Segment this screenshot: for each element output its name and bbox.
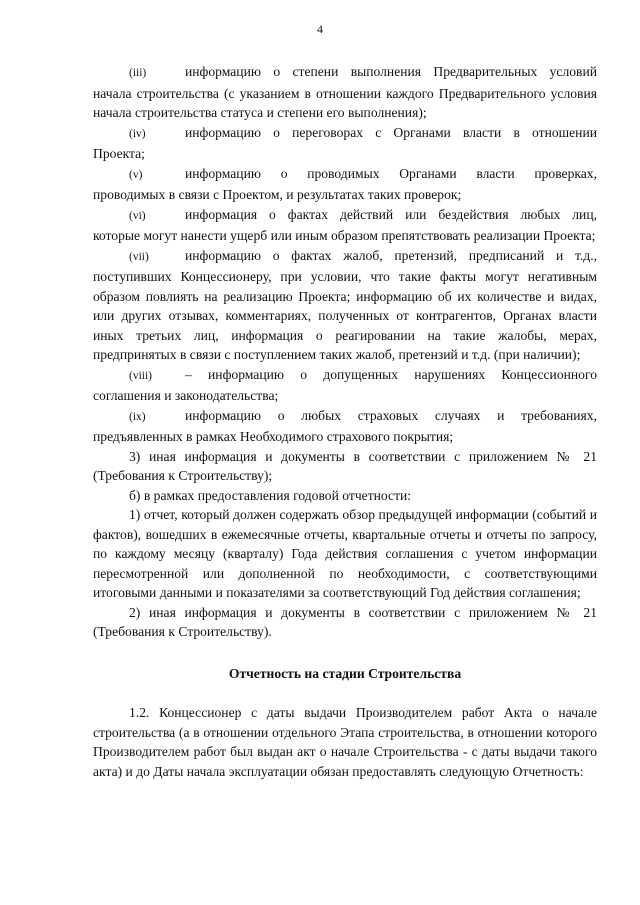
item-number: (iv) <box>129 127 146 140</box>
item-text-rest: проводимых в связи с Проектом, и результатах таких проверок; <box>93 187 462 202</box>
item-text-lead: информацию о фактах жалоб, претензий, предписаний и т.д., <box>185 247 597 263</box>
list-item-v <box>93 164 597 205</box>
paragraph-1-2: 1.2. Концессионер с даты выдачи Производителем работ Акта о начале строительства (а в отношении отдельного Этапа строительства, в отношении которого Производителем работ был выдан акт о начале Строительства - с даты выдачи такого акта) и до Даты начала эксплуатации обязан предоставлять следующую Отчетность: <box>93 705 597 779</box>
item-number: (ix) <box>129 410 146 423</box>
paragraph-annual-reporting: б) в рамках предоставления годовой отчетности: <box>129 487 412 503</box>
item-text-rest: соглашения и законодательства; <box>93 388 279 403</box>
item-number: (v) <box>129 168 143 181</box>
document-body <box>93 62 597 781</box>
list-item-ix <box>93 406 597 447</box>
item-text-lead: информацию о проводимых Органами власти проверках, <box>185 165 597 181</box>
item-number: (iii) <box>129 67 147 79</box>
paragraph-annual-report-2: 2) иная информация и документы в соответствии с приложением № 21 (Требования к Строительству). <box>93 604 597 639</box>
item-text-lead: – информацию о допущенных нарушениях Концессионного <box>185 366 597 382</box>
item-text-rest: которые могут нанести ущерб или иным образом препятствовать реализации Проекта; <box>93 228 596 243</box>
list-item-vii <box>93 246 597 365</box>
item-text-lead: информацию о переговорах с Органами власти в отношении <box>185 124 597 140</box>
item-text-lead: информацию о любых страховых случаях и требованиях, <box>185 407 597 423</box>
list-item-iv <box>93 123 597 164</box>
item-text-lead: информацию о степени выполнения Предварительных условий <box>185 64 597 79</box>
item-text-rest: начала строительства (с указанием в отношении каждого Предварительного условия начала строительства статуса и степени его выполнения); <box>93 85 597 120</box>
item-text-rest: поступивших Концессионеру, при условии, что такие факты могут негативным образом повлиять на реализацию Проекта; информацию об их количестве и видах, или других отзывах, комментариях, полученных от контрагентов, Органах власти иных третьих лиц, информация о реагировании на такие жалобы, мерах, предпринятых в связи с поступлением таких жалоб, претензий и т.д. (при наличии); <box>93 269 597 362</box>
item-text-lead: информация о фактах действий или бездействия любых лиц, <box>185 206 597 222</box>
list-item-vi <box>93 205 597 246</box>
item-text-rest: Проекта; <box>93 146 145 161</box>
section-heading: Отчетность на стадии Строительства <box>228 665 462 681</box>
item-number: (vii) <box>129 250 149 263</box>
page-number: 4 <box>317 22 323 36</box>
item-number: (vi) <box>129 209 146 222</box>
paragraph-other-info: 3) иная информация и документы в соответствии с приложением № 21 (Требования к Строительству); <box>93 448 597 483</box>
list-item-viii <box>93 365 597 406</box>
item-number: (viii) <box>129 369 152 382</box>
paragraph-annual-report-1: 1) отчет, который должен содержать обзор предыдущей информации (событий и фактов), вошедших в ежемесячные отчеты, квартальные отчеты и отчеты по запросу, по каждому месяцу (кварталу) Года действия соглашения с учетом информации пересмотренной или дополненной по необходимости, с соответствующими итоговыми данными и показателями за соответствующий Год действия соглашения; <box>93 507 597 600</box>
list-item-iii <box>93 62 597 123</box>
item-text-rest: предъявленных в рамках Необходимого страхового покрытия; <box>93 429 454 444</box>
